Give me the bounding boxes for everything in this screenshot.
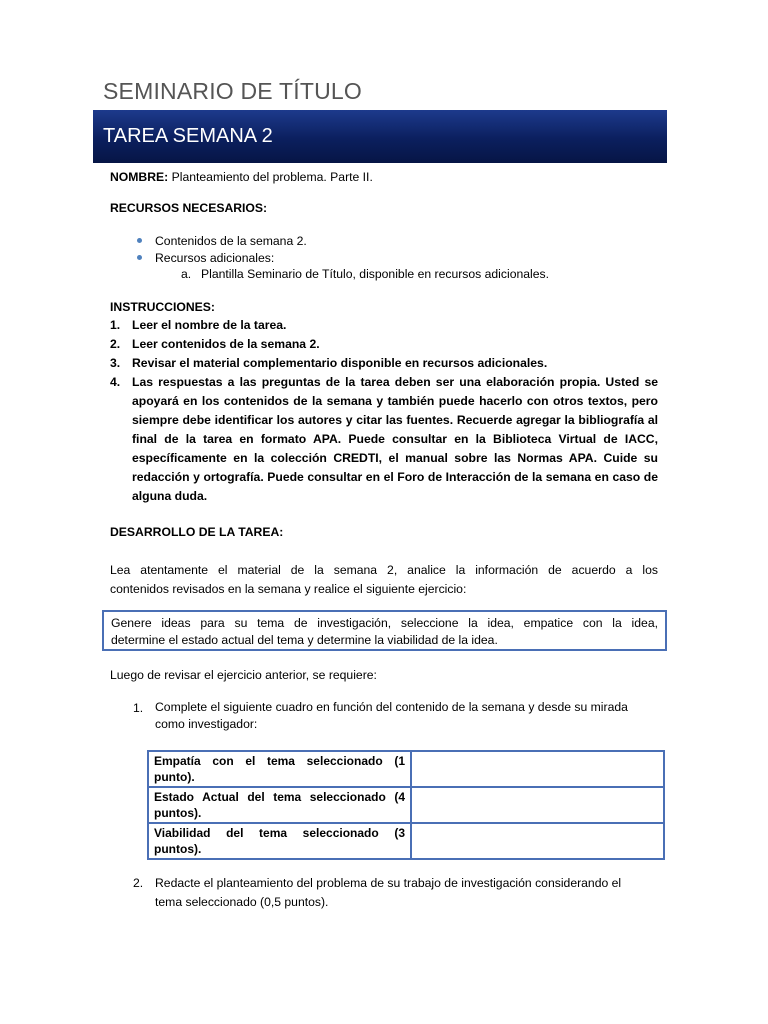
instr-line: final de la tarea en formato APA. Puede consultar en la Biblioteca Virtual de IACC,: [132, 432, 658, 446]
question-text: [155, 699, 658, 733]
instr-line: Las respuestas a las preguntas de la tarea deben ser una elaboración propia. Usted se: [132, 375, 658, 389]
question-line: Complete el siguiente cuadro en función del contenido de la semana y desde su mirada: [155, 700, 628, 714]
banner-text: TAREA SEMANA 2: [103, 125, 273, 147]
intro-line: contenidos revisados en la semana y realice el siguiente ejercicio:: [110, 582, 467, 596]
criterion-line: Empatía con el tema seleccionado (1: [154, 754, 405, 768]
luego-text: Luego de revisar el ejercicio anterior, se requiere:: [110, 668, 377, 682]
nombre-value: Planteamiento del problema. Parte II.: [171, 170, 373, 184]
instr-text: Leer el nombre de la tarea.: [132, 318, 287, 332]
recurso-item: Recursos adicionales:: [155, 251, 275, 265]
subitem-marker: a.: [181, 267, 192, 281]
recurso-item: Contenidos de la semana 2.: [155, 234, 307, 248]
recursos-heading: RECURSOS NECESARIOS:: [110, 201, 268, 215]
criterion-cell: [148, 823, 411, 859]
criterion-line: puntos).: [154, 842, 202, 856]
criterion-cell: [148, 751, 411, 787]
exercise-box: [102, 610, 667, 651]
instr-num: 1.: [110, 318, 121, 332]
instr-paragraph: [132, 373, 658, 506]
nombre-line: [110, 168, 658, 187]
evaluation-table: [147, 750, 665, 860]
criterion-line: Estado Actual del tema seleccionado (4: [154, 790, 405, 804]
instr-line: siempre debe identificar los autores y citar las fuentes. Recuerde agregar la bibliografía al: [132, 413, 658, 427]
question-number: 2.: [133, 876, 144, 890]
answer-cell[interactable]: [411, 751, 664, 787]
page-title: SEMINARIO DE TÍTULO: [103, 78, 362, 104]
table-row: [148, 751, 664, 787]
instrucciones-heading: INSTRUCCIONES:: [110, 300, 215, 314]
desarrollo-heading: DESARROLLO DE LA TAREA:: [110, 525, 284, 539]
intro-line: Lea atentamente el material de la semana 2, analice la información de acuerdo a los: [110, 563, 658, 577]
instr-num: 3.: [110, 356, 121, 370]
instr-num: 4.: [110, 375, 121, 389]
table-row: [148, 787, 664, 823]
question-text: [155, 874, 658, 912]
criterion-cell: [148, 787, 411, 823]
subitem-text: Plantilla Seminario de Título, disponible en recursos adicionales.: [201, 267, 549, 281]
instr-line: redacción y ortografía. Puede consultar en el Foro de Interacción de la semana en caso de: [132, 470, 658, 484]
instr-line: específicamente en la colección CREDTI, el manual sobre las Normas APA. Cuide su: [132, 451, 658, 465]
title-banner: [93, 110, 667, 163]
exercise-line: determine el estado actual del tema y determine la viabilidad de la idea.: [111, 633, 498, 647]
desarrollo-intro: [110, 561, 658, 599]
answer-cell[interactable]: [411, 823, 664, 859]
instr-line: alguna duda.: [132, 489, 208, 503]
bullet-icon: [137, 255, 142, 260]
criterion-line: punto).: [154, 770, 195, 784]
criterion-line: puntos).: [154, 806, 202, 820]
bullet-icon: [137, 238, 142, 243]
question-line: Redacte el planteamiento del problema de su trabajo de investigación considerando el: [155, 876, 622, 890]
criterion-line: Viabilidad del tema seleccionado (3: [154, 826, 405, 840]
nombre-label: NOMBRE:: [110, 170, 169, 184]
instr-text: Revisar el material complementario disponible en recursos adicionales.: [132, 356, 548, 370]
table-row: [148, 823, 664, 859]
instr-text: Leer contenidos de la semana 2.: [132, 337, 320, 351]
question-line: como investigador:: [155, 717, 258, 731]
question-number: 1.: [133, 701, 144, 715]
exercise-line: Genere ideas para su tema de investigación, seleccione la idea, empatice con la idea,: [111, 616, 658, 630]
instr-line: apoyará en los contenidos de la semana y también puede hacerlo con otros textos, pero: [132, 394, 658, 408]
instr-num: 2.: [110, 337, 121, 351]
question-line: tema seleccionado (0,5 puntos).: [155, 895, 329, 909]
answer-cell[interactable]: [411, 787, 664, 823]
